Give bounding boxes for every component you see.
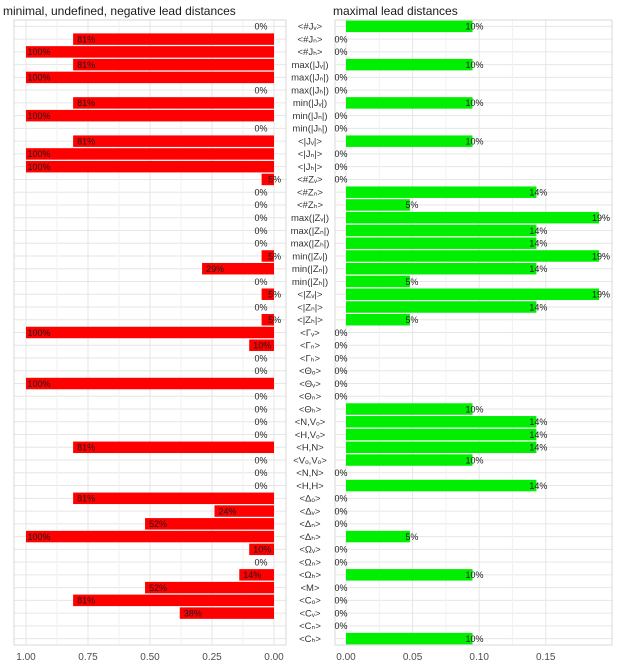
row-label: <|Zₙ|>	[297, 302, 323, 314]
left-bar-value-label: 0%	[254, 21, 268, 32]
row-label: <Δᵥ>	[299, 506, 321, 518]
right-bar-value-label: 10%	[465, 136, 484, 147]
right-bar-value-label: 14%	[529, 429, 548, 440]
left-bar-value-label: 81%	[77, 59, 96, 70]
right-bar-value-label: 10%	[465, 455, 484, 466]
row-label: <#Zᵥ>	[297, 174, 323, 186]
left-bar-value-label: 0%	[254, 276, 268, 287]
row-label: <Cₕ>	[299, 633, 321, 645]
left-bar-value-label: 0%	[254, 480, 268, 491]
left-bar-value-label: 81%	[77, 442, 96, 453]
row-label: <#Jₙ>	[297, 34, 323, 46]
row-label: <Ωᵥ>	[299, 544, 321, 556]
right-bar-value-label: 10%	[465, 404, 484, 415]
left-bar-value-label: 81%	[77, 493, 96, 504]
left-bar	[73, 97, 274, 108]
row-label: <|Jᵥ|>	[298, 136, 322, 148]
row-label: <#Jᵥ>	[297, 21, 323, 33]
left-bar-value-label: 5%	[268, 174, 282, 185]
right-bar	[346, 276, 410, 287]
right-bar-value-label: 14%	[529, 187, 548, 198]
left-bar-value-label: 52%	[149, 582, 168, 593]
left-bar-value-label: 100%	[27, 72, 51, 83]
right-x-tick-label: 0.00	[336, 652, 356, 663]
right-bar-value-label: 10%	[465, 633, 484, 644]
right-x-tick-label: 0.05	[402, 652, 423, 663]
row-label: max(|Jᵥ|)	[291, 59, 329, 71]
row-label: <Ωₙ>	[299, 557, 321, 569]
left-x-tick-label: 1.00	[16, 652, 36, 663]
left-x-tick-label: 0.75	[78, 652, 98, 663]
row-label: <Cₒ>	[299, 595, 321, 607]
left-bar-value-label: 24%	[218, 506, 237, 517]
row-label: <#Zₕ>	[296, 200, 324, 212]
left-x-tick-label: 0.50	[140, 652, 160, 663]
right-bar	[346, 199, 410, 210]
left-bar	[73, 493, 274, 504]
left-bar-value-label: 10%	[253, 544, 272, 555]
row-label: <H,N>	[296, 442, 324, 454]
right-bar-value-label: 0%	[334, 506, 348, 517]
left-panel	[14, 20, 286, 663]
row-label: min(|Jᵥ|)	[292, 98, 328, 110]
left-bar	[73, 59, 274, 70]
right-bar-value-label: 0%	[334, 582, 348, 593]
right-bar-value-label: 14%	[529, 417, 548, 428]
row-label: <M>	[300, 582, 320, 594]
row-label: max(|Zₕ|)	[290, 238, 330, 250]
right-bar-value-label: 19%	[591, 251, 611, 262]
row-label: <|Jₕ|>	[297, 161, 323, 173]
left-bar-value-label: 0%	[254, 557, 268, 568]
row-label: min(|Jₙ|)	[292, 110, 328, 122]
right-bar-value-label: 14%	[529, 302, 548, 313]
right-bar	[346, 237, 536, 248]
left-bar	[73, 595, 274, 606]
right-bar	[346, 569, 473, 580]
row-label: <|Zᵥ|>	[297, 289, 323, 301]
left-bar-value-label: 0%	[254, 238, 268, 249]
row-label: <Ωₕ>	[298, 570, 322, 582]
left-bar-value-label: 0%	[254, 200, 268, 211]
right-bar-value-label: 0%	[334, 34, 348, 45]
left-bar-value-label: 0%	[254, 417, 268, 428]
row-label: <Δₕ>	[299, 531, 321, 543]
left-bar	[26, 327, 274, 338]
row-label: <N,N>	[296, 468, 324, 480]
left-bar-value-label: 100%	[27, 161, 51, 172]
row-label: <Θᵥ>	[299, 378, 321, 390]
right-bar	[346, 135, 473, 146]
right-bar	[346, 416, 536, 427]
row-label: <#Zₙ>	[297, 187, 323, 199]
row-label: <Θₒ>	[298, 366, 322, 378]
row-label: max(|Jₙ|)	[291, 72, 329, 84]
row-label: <N,Vₒ>	[294, 417, 326, 429]
right-bar-value-label: 0%	[334, 519, 348, 530]
right-bar-value-label: 0%	[334, 149, 348, 160]
right-bar-value-label: 0%	[334, 174, 348, 185]
right-bar-value-label: 14%	[529, 442, 548, 453]
left-bar-value-label: 0%	[254, 455, 268, 466]
right-bar	[346, 97, 473, 108]
left-bar-value-label: 0%	[254, 225, 268, 236]
right-bar-value-label: 5%	[405, 315, 419, 326]
right-bar-value-label: 14%	[529, 225, 548, 236]
left-bar-value-label: 0%	[254, 85, 268, 96]
row-label: <Δₒ>	[299, 493, 321, 505]
right-bar-value-label: 0%	[334, 595, 348, 606]
row-label: min(|Jₕ|)	[292, 123, 328, 135]
left-bar-value-label: 52%	[149, 519, 168, 530]
right-bar	[346, 250, 599, 261]
right-bar	[346, 403, 473, 414]
right-bar-value-label: 5%	[405, 200, 419, 211]
right-bar-value-label: 10%	[465, 98, 484, 109]
left-bar-value-label: 81%	[77, 34, 96, 45]
left-bar-value-label: 0%	[254, 187, 268, 198]
left-bar-value-label: 100%	[27, 378, 51, 389]
left-bar-value-label: 81%	[77, 98, 96, 109]
left-bar	[26, 46, 274, 57]
left-x-tick-label: 0.25	[202, 652, 222, 663]
row-label: <Cₙ>	[299, 621, 321, 633]
right-bar-value-label: 5%	[405, 531, 419, 542]
row-label: <Θₙ>	[298, 391, 322, 403]
right-bar	[346, 21, 473, 32]
right-bar-value-label: 10%	[465, 570, 484, 581]
left-bar-value-label: 5%	[268, 315, 282, 326]
right-bar-value-label: 0%	[334, 353, 348, 364]
right-bar-value-label: 0%	[334, 621, 348, 632]
right-bar-value-label: 0%	[334, 85, 348, 96]
right-x-tick-label: 0.10	[469, 652, 489, 663]
left-bar-value-label: 0%	[254, 404, 268, 415]
right-bar	[346, 314, 410, 325]
right-bar-value-label: 0%	[334, 557, 348, 568]
left-bar-value-label: 0%	[254, 468, 268, 479]
right-bar-value-label: 0%	[334, 123, 348, 134]
left-bar-value-label: 81%	[77, 136, 96, 147]
right-bar-value-label: 10%	[465, 21, 484, 32]
left-bar-value-label: 100%	[27, 110, 51, 121]
left-bar-value-label: 81%	[77, 595, 96, 606]
left-bar-value-label: 0%	[254, 366, 268, 377]
right-bar	[346, 531, 410, 542]
right-bar-value-label: 0%	[334, 544, 348, 555]
row-labels	[291, 22, 330, 645]
row-label: <Γₙ>	[299, 340, 321, 352]
right-bar	[346, 263, 536, 274]
row-label: max(|Jₕ|)	[291, 85, 329, 97]
row-label: <Cᵥ>	[299, 608, 321, 620]
left-bar-value-label: 0%	[254, 429, 268, 440]
right-bar	[346, 186, 536, 197]
left-bar	[26, 110, 274, 121]
right-bar-value-label: 14%	[529, 264, 548, 275]
right-bar-value-label: 0%	[334, 391, 348, 402]
left-bar	[26, 531, 274, 542]
row-label: min(|Zᵥ|)	[292, 251, 328, 263]
left-bar-value-label: 100%	[27, 531, 51, 542]
right-x-tick-label: 0.15	[536, 652, 556, 663]
left-bar-value-label: 100%	[27, 47, 51, 58]
left-bar-value-label: 0%	[254, 213, 268, 224]
right-bar-value-label: 5%	[405, 276, 419, 287]
right-bar	[346, 442, 536, 453]
left-bar-value-label: 10%	[253, 340, 272, 351]
left-bar	[26, 378, 274, 389]
right-bar-value-label: 14%	[529, 480, 548, 491]
row-label: <|Zₕ|>	[297, 315, 323, 327]
left-bar-value-label: 29%	[206, 264, 225, 275]
row-label: min(|Zₕ|)	[291, 276, 329, 288]
right-bar	[346, 212, 599, 223]
right-bar-value-label: 0%	[334, 72, 348, 83]
row-label: <H,H>	[296, 480, 324, 492]
left-bar	[73, 442, 274, 453]
right-bar-value-label: 0%	[334, 468, 348, 479]
row-label: <#Jₕ>	[297, 47, 323, 59]
left-panel-title: minimal, undefined, negative lead distances	[3, 4, 236, 18]
row-label: <Γₕ>	[299, 353, 321, 365]
right-panel	[334, 20, 612, 663]
left-bar-value-label: 0%	[254, 123, 268, 134]
left-bar-value-label: 38%	[183, 608, 202, 619]
row-label: <Δₙ>	[299, 519, 321, 531]
right-bar-value-label: 19%	[591, 213, 611, 224]
right-bar-value-label: 0%	[334, 110, 348, 121]
right-bar-value-label: 14%	[529, 238, 548, 249]
right-bar-value-label: 0%	[334, 366, 348, 377]
left-bar	[26, 161, 274, 172]
right-bar	[346, 454, 473, 465]
right-bar-value-label: 19%	[591, 289, 611, 300]
right-bar	[346, 225, 536, 236]
row-label: max(|Zₙ|)	[290, 225, 330, 237]
left-bar	[26, 148, 274, 159]
right-bar-value-label: 0%	[334, 493, 348, 504]
left-bar-value-label: 0%	[254, 353, 268, 364]
left-bar-value-label: 0%	[254, 302, 268, 313]
right-bar	[346, 633, 473, 644]
left-bar-value-label: 14%	[243, 570, 262, 581]
left-bar-value-label: 0%	[254, 391, 268, 402]
row-label: <|Jₙ|>	[297, 149, 323, 161]
right-bar-value-label: 0%	[334, 327, 348, 338]
right-bar-value-label: 0%	[334, 608, 348, 619]
row-label: <Vₒ,Vₒ>	[293, 455, 327, 467]
row-label: min(|Zₙ|)	[291, 264, 329, 276]
left-bar	[73, 33, 274, 44]
right-bar-value-label: 10%	[465, 59, 484, 70]
right-bar	[346, 480, 536, 491]
right-bar	[346, 301, 536, 312]
left-bar	[73, 135, 274, 146]
left-x-tick-label: 0.00	[264, 652, 284, 663]
left-bar	[26, 72, 274, 83]
right-bar	[346, 59, 473, 70]
right-panel-title: maximal lead distances	[333, 4, 458, 18]
left-bar-value-label: 100%	[27, 327, 51, 338]
row-label: <Θₕ>	[298, 404, 322, 416]
right-bar-value-label: 0%	[334, 340, 348, 351]
right-bar	[346, 429, 536, 440]
right-bar-value-label: 0%	[334, 161, 348, 172]
left-bar-value-label: 100%	[27, 149, 51, 160]
right-bar-value-label: 0%	[334, 378, 348, 389]
right-bar-value-label: 0%	[334, 47, 348, 58]
right-bar	[346, 288, 599, 299]
row-label: <Γᵥ>	[300, 327, 320, 339]
left-bar-value-label: 5%	[268, 251, 282, 262]
row-label: <H,Vₒ>	[294, 429, 326, 441]
row-label: max(|Zᵥ|)	[290, 213, 330, 225]
left-bar-value-label: 5%	[268, 289, 282, 300]
